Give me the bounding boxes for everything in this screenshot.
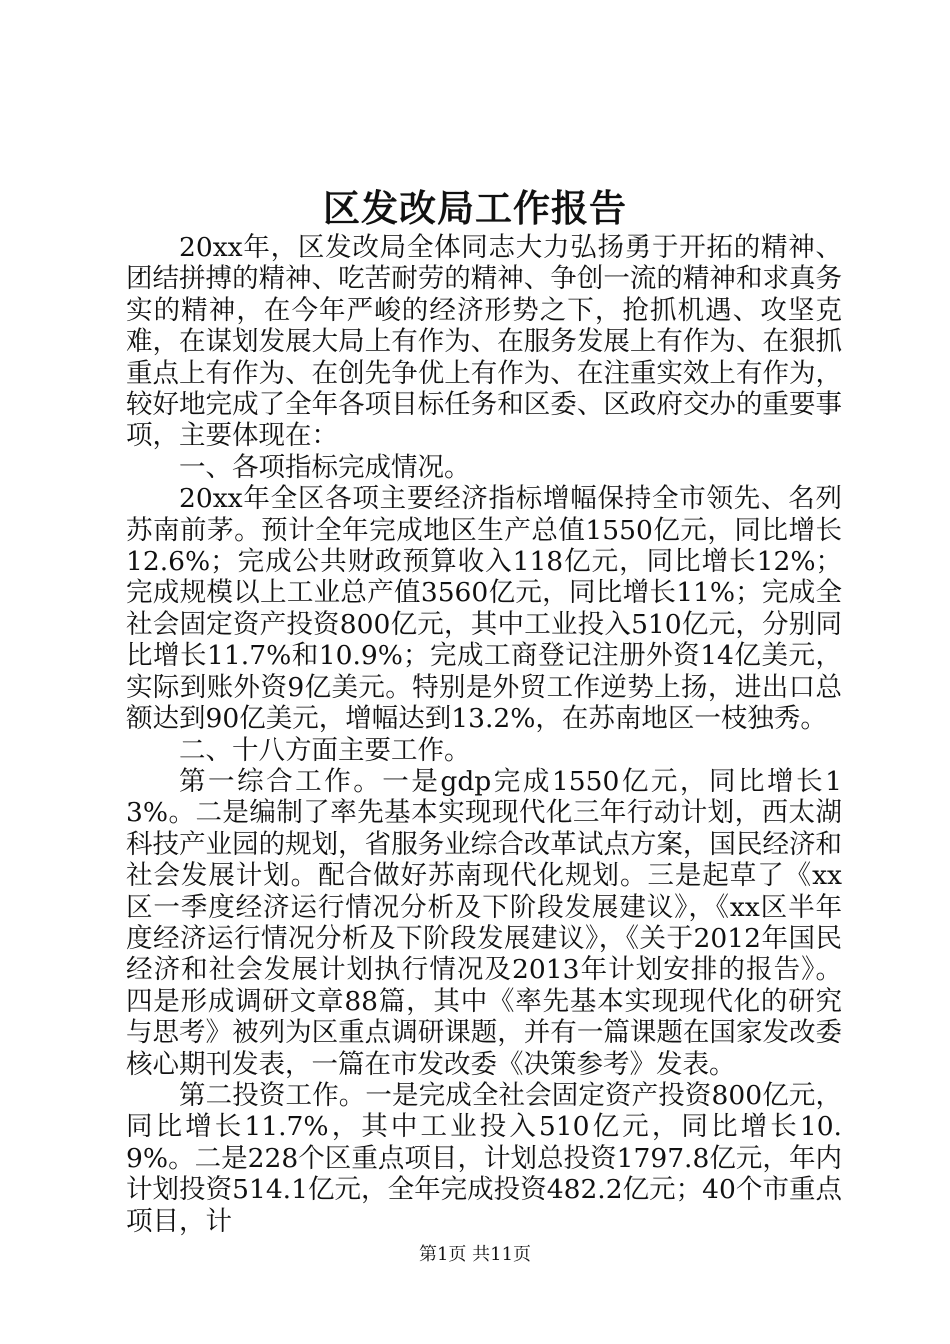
document-body [126, 232, 842, 1237]
paragraph-intro: 20xx年，区发改局全体同志大力弘扬勇于开拓的精神、团结拼搏的精神、吃苦耐劳的精神、争创一流的精神和求真务实的精神，在今年严峻的经济形势之下，抢抓机遇、攻坚克难，在谋划发展大局上有作为、在服务发展上有作为、在狠抓重点上有作为、在创先争优上有作为、在注重实效上有作为，较好地完成了全年各项目标任务和区委、区政府交办的重要事项，主要体现在： [126, 232, 842, 452]
paragraph-investment-work: 第二投资工作。一是完成全社会固定资产投资800亿元，同比增长11.7%，其中工业投入510亿元，同比增长10.9%。二是228个区重点项目，计划总投资1797.8亿元，年内计划投资514.1亿元，全年完成投资482.2亿元；40个市重点项目，计 [126, 1079, 842, 1237]
paragraph-comprehensive-work: 第一综合工作。一是gdp完成1550亿元，同比增长13%。二是编制了率先基本实现现代化三年行动计划，西太湖科技产业园的规划，省服务业综合改革试点方案，国民经济和社会发展计划。配合做好苏南现代化规划。三是起草了《xx区一季度经济运行情况分析及下阶段发展建议》，《xx区半年度经济运行情况分析及下阶段发展建议》，《关于2012年国民经济和社会发展计划执行情况及2013年计划安排的报告》。四是形成调研文章88篇，其中《率先基本实现现代化的研究与思考》被列为区重点调研课题，并有一篇课题在国家发改委核心期刊发表，一篇在市发改委《决策参考》发表。 [126, 765, 842, 1080]
paragraph-indicators: 20xx年全区各项主要经济指标增幅保持全市领先、名列苏南前茅。预计全年完成地区生产总值1550亿元，同比增长12.6%；完成公共财政预算收入118亿元，同比增长12%；完成规模以上工业总产值3560亿元，同比增长11%；完成全社会固定资产投资800亿元，其中工业投入510亿元，分别同比增长11.7%和10.9%；完成工商登记注册外资14亿美元，实际到账外资9亿美元。特别是外贸工作逆势上扬，进出口总额达到90亿美元，增幅达到13.2%，在苏南地区一枝独秀。 [126, 483, 842, 735]
document-title: 区发改局工作报告 [323, 186, 627, 230]
heading-main-work: 二、十八方面主要工作。 [179, 734, 471, 766]
page-number-footer: 第1页 共11页 [418, 1244, 532, 1265]
heading-indicators: 一、各项指标完成情况。 [179, 451, 471, 483]
